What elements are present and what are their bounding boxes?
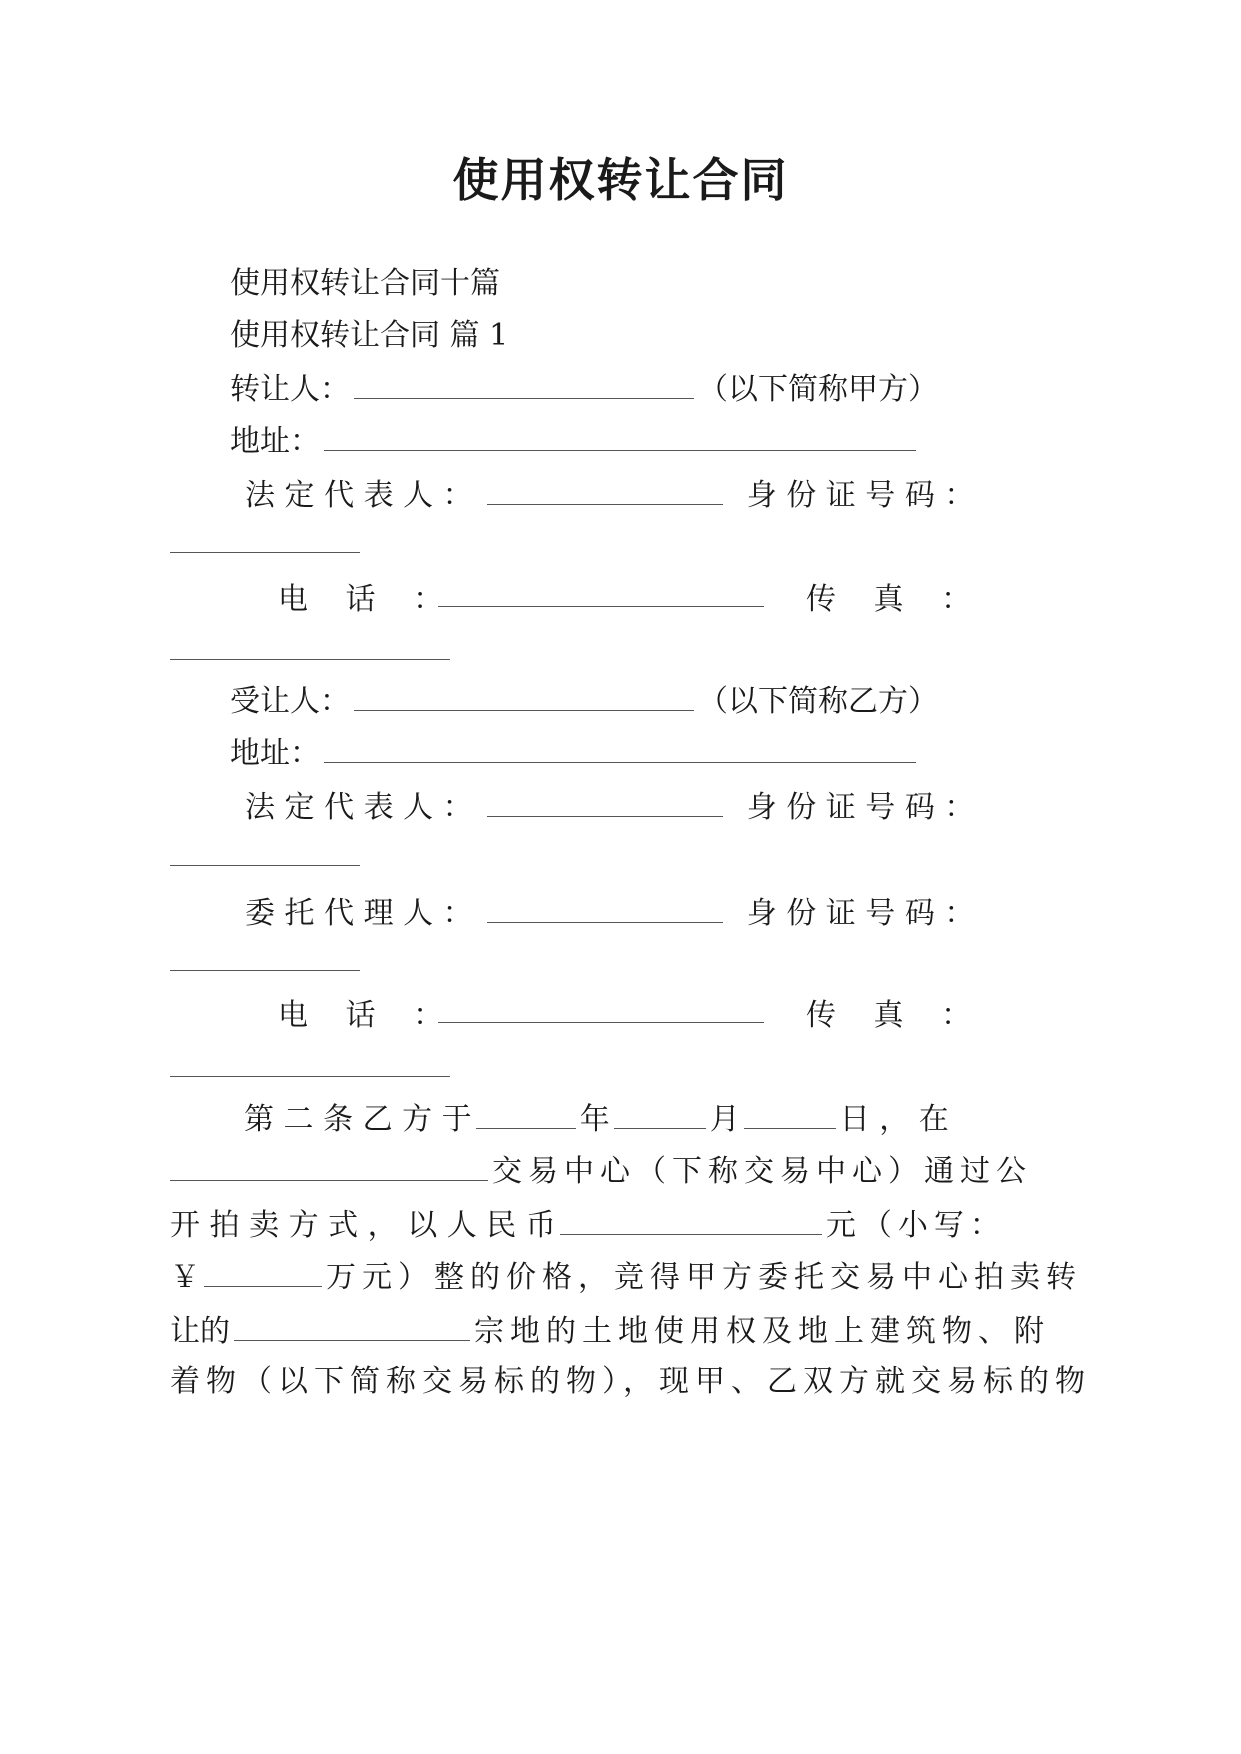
party-b-address-label: 地址： — [230, 736, 320, 771]
article2-amount-small-blank[interactable] — [204, 1256, 322, 1287]
party-a-label: 转让人： — [230, 372, 350, 407]
article2-line5-a: 让的 — [170, 1314, 230, 1349]
party-a-fax-label: 传 真 ： — [806, 582, 986, 617]
article2-amount-blank[interactable] — [560, 1204, 822, 1235]
article2-year-blank[interactable] — [476, 1098, 576, 1129]
party-a-legal-rep-blank[interactable] — [487, 474, 723, 505]
party-a-phone-label: 电 话 ： — [278, 582, 458, 617]
party-b-suffix: （以下简称乙方） — [698, 684, 938, 719]
article2-line5 — [170, 1310, 1050, 1352]
party-a-fax-blank[interactable] — [170, 659, 450, 660]
party-b-address-blank[interactable] — [324, 732, 916, 763]
party-b-legal-rep-line — [245, 786, 974, 828]
party-b-line — [230, 680, 938, 722]
article2-center-blank[interactable] — [170, 1150, 488, 1181]
party-b-id-blank[interactable] — [170, 865, 360, 866]
party-b-address-line — [230, 732, 920, 774]
article2-line4-b: 万元）整的价格，竞得甲方委托交易中心拍卖转 — [326, 1260, 1082, 1295]
party-a-phone-line — [278, 580, 457, 620]
article2-line1-c: 月 — [709, 1102, 740, 1137]
party-b-fax-line — [806, 996, 985, 1036]
section-heading: 使用权转让合同 篇 1 — [230, 318, 509, 353]
party-b-phone-label: 电 话 ： — [278, 998, 458, 1033]
party-a-address-blank[interactable] — [324, 420, 916, 451]
article2-line1 — [244, 1098, 949, 1140]
page-title: 使用权转让合同 — [452, 153, 789, 207]
party-a-legal-rep-line — [245, 474, 974, 516]
article2-day-blank[interactable] — [744, 1098, 836, 1129]
article2-line5-b: 宗地的土地使用权及地上建筑物、附 — [474, 1314, 1050, 1349]
party-a-address-label: 地址： — [230, 424, 320, 459]
article2-line3 — [170, 1204, 1006, 1246]
party-b-id-label: 身 份 证 号 码 ： — [746, 790, 975, 825]
article2-line1-a: 第 二 条 乙 方 于 — [244, 1102, 472, 1137]
party-a-id-blank[interactable] — [170, 552, 360, 553]
party-a-phone-blank[interactable] — [438, 606, 764, 607]
party-a-line — [230, 368, 938, 410]
party-b-agent-id-blank[interactable] — [170, 970, 360, 971]
article2-line4-a: ￥ — [170, 1260, 200, 1295]
article2-parcel-blank[interactable] — [234, 1310, 470, 1341]
party-a-name-blank[interactable] — [354, 368, 694, 399]
article2-line2-text: 交易中心（下称交易中心）通过公 — [492, 1154, 1032, 1189]
article2-line3-a: 开 拍 卖 方 式 ， 以 人 民 币 — [170, 1208, 556, 1243]
party-b-legal-rep-blank[interactable] — [487, 786, 723, 817]
article2-line2 — [170, 1150, 1032, 1192]
party-a-address-line — [230, 420, 920, 462]
party-b-label: 受让人： — [230, 684, 350, 719]
article2-line1-b: 年 — [579, 1102, 610, 1137]
party-b-agent-id-label: 身 份 证 号 码 ： — [746, 896, 975, 931]
party-a-legal-rep-label: 法 定 代 表 人 ： — [245, 478, 473, 513]
party-b-agent-line — [245, 892, 974, 934]
article2-line6-text: 着物（以下简称交易标的物），现甲、乙双方就交易标的物 — [170, 1364, 1091, 1399]
party-b-agent-blank[interactable] — [487, 892, 723, 923]
party-b-phone-line — [278, 996, 457, 1036]
article2-line1-d: 日 ， 在 — [839, 1102, 949, 1137]
party-b-fax-label: 传 真 ： — [806, 998, 986, 1033]
article2-line6 — [170, 1362, 1091, 1402]
subtitle: 使用权转让合同十篇 — [230, 266, 500, 301]
party-b-agent-label: 委 托 代 理 人 ： — [245, 896, 473, 931]
party-a-suffix: （以下简称甲方） — [698, 372, 938, 407]
party-a-fax-line — [806, 580, 985, 620]
party-b-fax-blank[interactable] — [170, 1076, 450, 1077]
party-b-name-blank[interactable] — [354, 680, 694, 711]
party-b-phone-blank[interactable] — [438, 1022, 764, 1023]
party-b-legal-rep-label: 法 定 代 表 人 ： — [245, 790, 473, 825]
article2-month-blank[interactable] — [614, 1098, 706, 1129]
party-a-id-label: 身 份 证 号 码 ： — [746, 478, 975, 513]
article2-line3-b: 元（小写： — [825, 1208, 1006, 1243]
article2-line4 — [170, 1256, 1082, 1298]
